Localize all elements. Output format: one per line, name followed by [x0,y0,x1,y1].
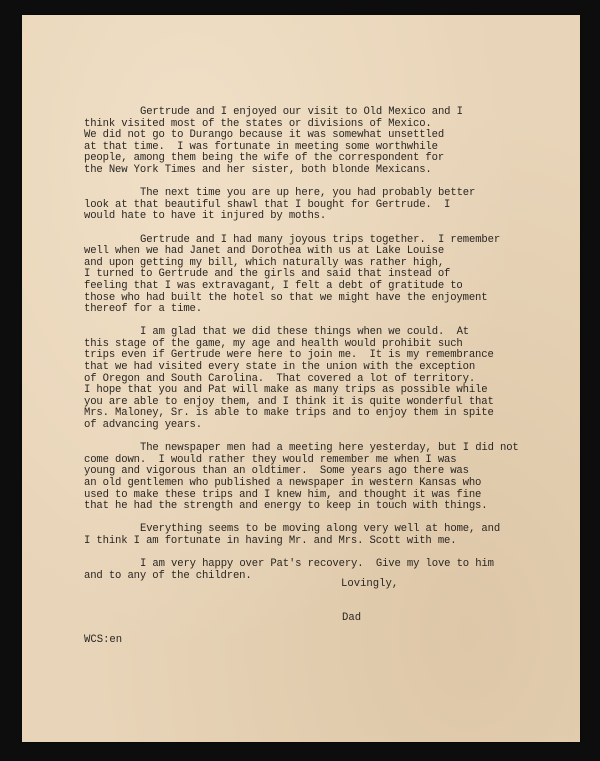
letter-line: and to any of the children. [84,569,252,582]
letter-line: I am glad that we did these things when we could. At [140,326,469,339]
letter-line: the New York Times and her sister, both blonde Mexicans. [84,163,432,176]
letter-line: Everything seems to be moving along very well at home, and [140,523,501,536]
letter-line: I think I am fortunate in having Mr. and Mrs. Scott with me. [84,534,457,547]
letter-body [84,107,554,594]
letter-line: look at that beautiful shawl that I bought for Gertrude. I [84,198,451,211]
letter-line: used to make these trips and I knew him, and thought it was fine [84,488,482,501]
letter-line: The newspaper men had a meeting here yesterday, but I did not [140,442,519,455]
letter-line: that we had visited every state in the union with the exception [84,361,476,374]
letter-paragraph [84,443,554,513]
letter-line: I hope that you and Pat will make as many trips as possible while [84,384,488,397]
letter-line: you are able to enjoy them, and I think it is quite wonderful that [84,395,494,408]
letter-line: I am very happy over Pat's recovery. Give my love to him [140,558,494,571]
letter-paragraph [84,235,554,316]
letter-line: would hate to have it injured by moths. [84,210,327,223]
letter-line: of Oregon and South Carolina. That covered a lot of territory. [84,372,476,385]
letter-line: Gertrude and I had many joyous trips together. I remember [140,233,501,246]
letter-line: those who had built the hotel so that we might have the enjoyment [84,291,488,304]
letter-line: an old gentlemen who published a newspaper in western Kansas who [84,477,482,489]
letter-line: that he had the strength and energy to keep in touch with things. [84,500,488,513]
letter-line: young and vigorous than an oldtimer. Some years ago there was [84,465,469,478]
letter-line: think visited most of the states or divisions of Mexico. [84,117,432,130]
signature: Dad [342,612,362,624]
letter-paragraph [84,524,554,547]
letter-line: come down. I would rather they would remember me when I was [84,453,457,466]
letter-line: well when we had Janet and Dorothea with us at Lake Louise [84,245,445,258]
closing: Lovingly, [341,578,399,590]
letter-line: feeling that I was extravagant, I felt a debt of gratitude to [84,279,463,292]
letter-line: trips even if Gertrude were here to join me. It is my remembrance [84,349,494,362]
letter-line: We did not go to Durango because it was somewhat unsettled [84,129,445,142]
letter-page [22,15,580,742]
letter-line: people, among them being the wife of the correspondent for [84,152,445,165]
typist-initials: WCS:en [84,634,123,646]
letter-line: thereof for a time. [84,303,202,316]
letter-paragraph [84,107,554,177]
letter-paragraph [84,327,554,431]
letter-line: of advancing years. [84,419,202,432]
letter-paragraph [84,188,554,223]
letter-line: and upon getting my bill, which naturally was rather high, [84,256,445,269]
letter-line: Mrs. Maloney, Sr. is able to make trips and to enjoy them in spite [84,407,494,420]
letter-line: this stage of the game, my age and health would prohibit such [84,337,463,350]
letter-line: The next time you are up here, you had probably better [140,187,476,200]
letter-line: Gertrude and I enjoyed our visit to Old Mexico and I [140,106,463,118]
letter-paragraph [84,559,554,582]
letter-line: I turned to Gertrude and the girls and said that instead of [84,268,451,281]
letter-line: at that time. I was fortunate in meeting some worthwhile [84,140,438,153]
